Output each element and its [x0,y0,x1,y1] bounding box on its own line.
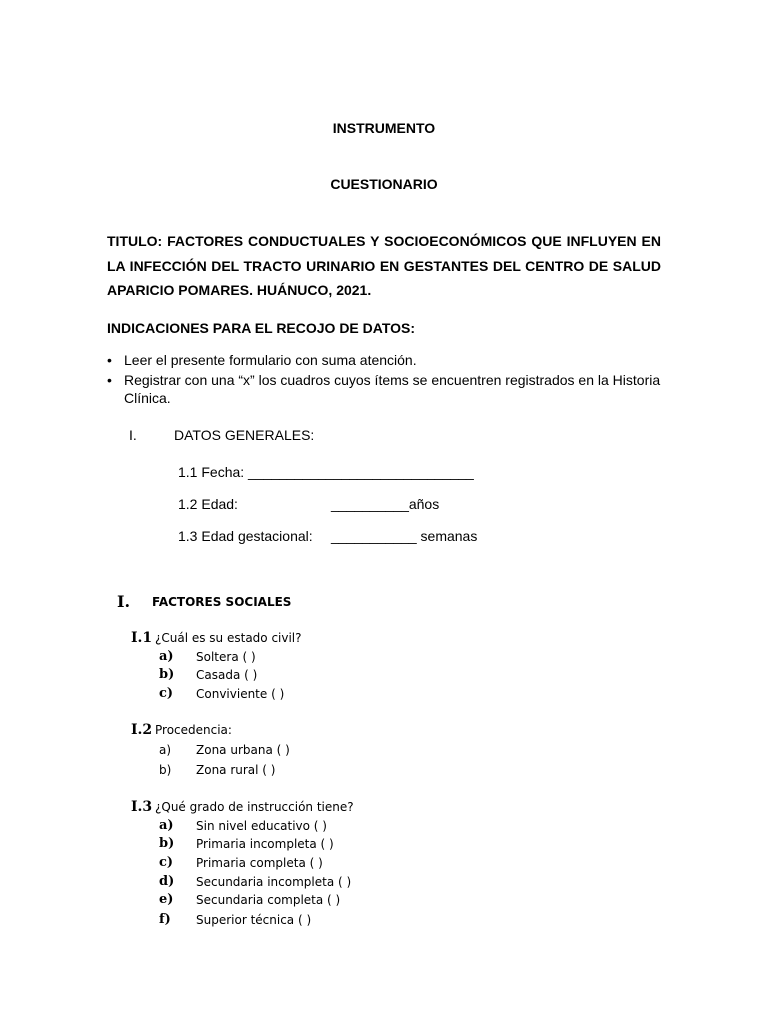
option-sin-nivel: Sin nivel educativo ( ) [196,819,327,833]
option-soltera: Soltera ( ) [196,650,256,664]
option-letter: a) [159,649,174,664]
factores-sociales-numeral: I. [117,592,131,611]
option-zona-urbana: Zona urbana ( ) [196,743,290,757]
indicaciones-heading: INDICACIONES PARA EL RECOJO DE DATOS: [107,320,416,336]
option-letter: b) [159,667,175,682]
option-letter: a) [159,743,172,757]
datos-generales-numeral: I. [129,427,137,443]
option-conviviente: Conviviente ( ) [196,687,285,701]
field-edad-label: 1.2 Edad: [178,496,238,512]
field-edad-gestacional-label: 1.3 Edad gestacional: [178,528,313,544]
field-edad-gestacional-value: ___________ semanas [331,528,478,544]
option-primaria-incompleta: Primaria incompleta ( ) [196,837,334,851]
question-1-text: ¿Cuál es su estado civil? [155,631,302,645]
datos-generales-title: DATOS GENERALES: [174,427,315,443]
bullet-item-2: Registrar con una “x” los cuadros cuyos ítems se encuentren registrados en la Historia [124,372,661,388]
option-primaria-completa: Primaria completa ( ) [196,856,323,870]
bullet-item-1: Leer el presente formulario con suma atención. [124,352,417,368]
field-fecha: 1.1 Fecha: _____________________________ [178,464,474,480]
option-letter: f) [159,912,171,927]
heading-instrumento: INSTRUMENTO [332,120,436,136]
bullet-icon: • [107,352,112,368]
option-secundaria-incompleta: Secundaria incompleta ( ) [196,875,352,889]
option-zona-rural: Zona rural ( ) [196,763,276,777]
bullet-item-2-cont: Clínica. [124,390,171,406]
question-3-text: ¿Qué grado de instrucción tiene? [155,800,354,814]
bullet-icon: • [107,372,112,388]
option-letter: c) [159,686,174,701]
option-letter: b) [159,763,172,777]
question-2-numeral: I.2 [131,722,153,738]
option-superior-tecnica: Superior técnica ( ) [196,913,312,927]
option-letter: d) [159,874,175,889]
heading-cuestionario: CUESTIONARIO [330,176,438,192]
title-line-1: TITULO: FACTORES CONDUCTUALES Y SOCIOECONÓMICOS QUE INFLUYEN EN [107,233,661,249]
field-edad-value: __________años [331,496,440,512]
title-line-3: APARICIO POMARES. HUÁNUCO, 2021. [107,282,372,298]
option-letter: b) [159,836,175,851]
question-1-numeral: I.1 [131,630,153,646]
option-letter: a) [159,818,174,833]
option-casada: Casada ( ) [196,668,258,682]
option-letter: e) [159,892,174,907]
question-2-text: Procedencia: [155,723,232,737]
option-secundaria-completa: Secundaria completa ( ) [196,893,341,907]
question-3-numeral: I.3 [131,799,153,815]
option-letter: c) [159,855,174,870]
title-line-2: LA INFECCIÓN DEL TRACTO URINARIO EN GESTANTES DEL CENTRO DE SALUD [107,258,661,274]
factores-sociales-title: FACTORES SOCIALES [152,595,292,609]
